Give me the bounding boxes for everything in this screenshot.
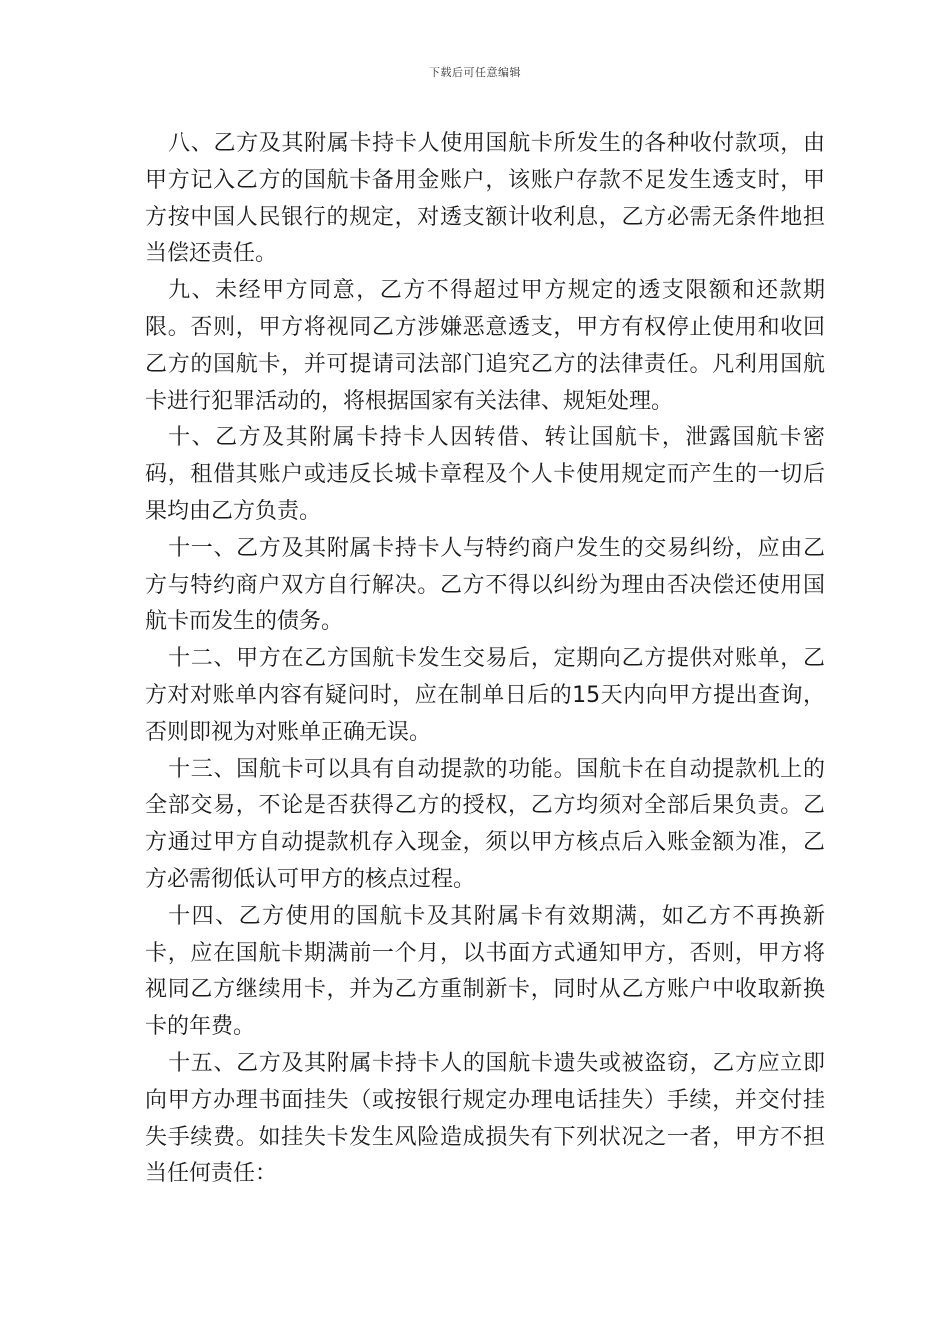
page-header: 下载后可任意编辑 [429,66,521,79]
clause-14: 十四、乙方使用的国航卡及其附属卡有效期满，如乙方不再换新卡，应在国航卡期满前一个月，以书面方式通知甲方，否则，甲方将视同乙方继续用卡，并为乙方重制新卡，同时从乙方账户中收取新换卡的年费。 [145,903,825,1040]
clause-11: 十一、乙方及其附属卡持卡人与特约商户发生的交易纠纷，应由乙方与特约商户双方自行解决。乙方不得以纠纷为理由否决偿还使用国航卡而发生的债务。 [145,535,825,635]
clause-13: 十三、国航卡可以具有自动提款的功能。国航卡在自动提款机上的全部交易，不论是否获得乙方的授权，乙方均须对全部后果负责。乙方通过甲方自动提款机存入现金，须以甲方核点后入账金额为准，乙方必需彻低认可甲方的核点过程。 [145,756,825,892]
clause-8: 八、乙方及其附属卡持卡人使用国航卡所发生的各种收付款项，由甲方记入乙方的国航卡备用金账户，该账户存款不足发生透支时，甲方按中国人民银行的规定，对透支额计收利息，乙方必需无条件地担当偿还责任。 [145,131,825,267]
clause-9: 九、未经甲方同意，乙方不得超过甲方规定的透支限额和还款期限。否则，甲方将视同乙方涉嫌恶意透支，甲方有权停止使用和收回乙方的国航卡，并可提请司法部门追究乙方的法律责任。凡利用国航卡进行犯罪活动的，将根据国家有关法律、规矩处理。 [145,278,825,414]
clause-10: 十、乙方及其附属卡持卡人因转借、转让国航卡，泄露国航卡密码，租借其账户或违反长城卡章程及个人卡使用规定而产生的一切后果均由乙方负责。 [145,425,825,524]
clause-12: 十二、甲方在乙方国航卡发生交易后，定期向乙方提供对账单，乙方对对账单内容有疑问时，应在制单日后的15天内向甲方提出查询，否则即视为对账单正确无误。 [145,646,825,745]
document-body [145,126,825,1193]
clause-15: 十五、乙方及其附属卡持卡人的国航卡遗失或被盗窃，乙方应立即向甲方办理书面挂失（或按银行规定办理电话挂失）手续，并交付挂失手续费。如挂失卡发生风险造成损失有下列状况之一者，甲方不担当任何责任： [145,1050,825,1187]
